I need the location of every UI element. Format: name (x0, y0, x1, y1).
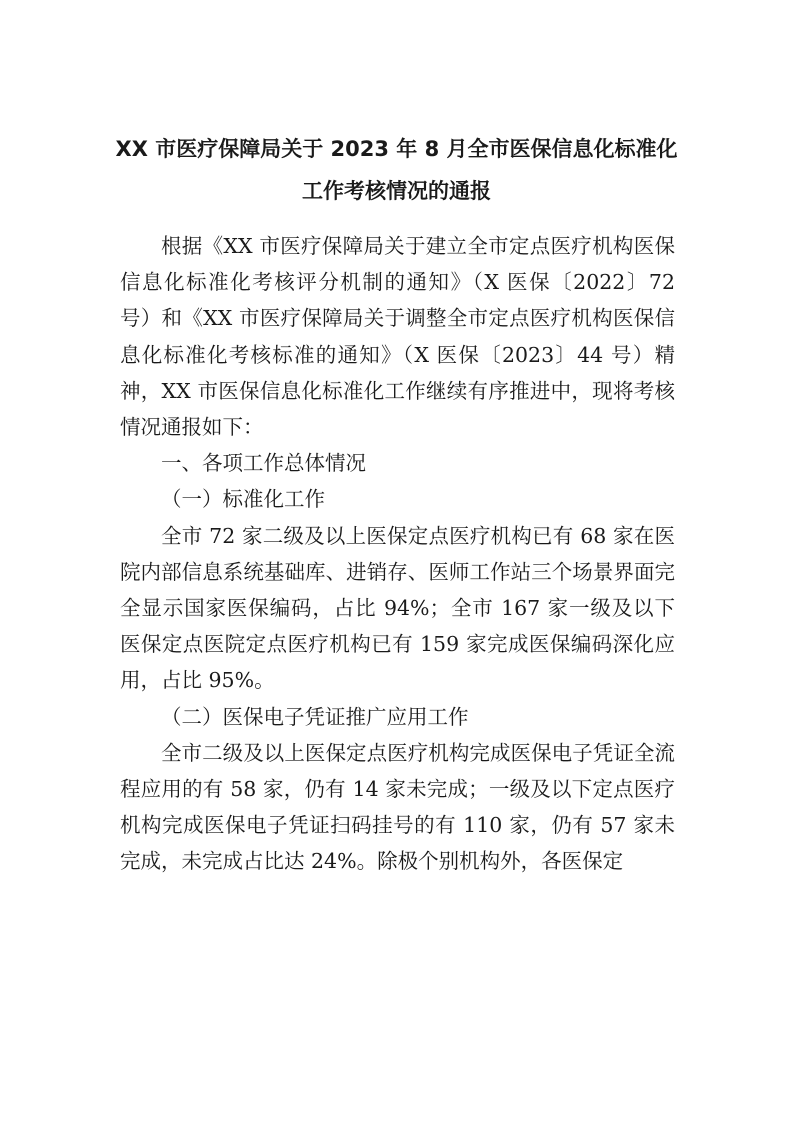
subsection-heading-1: （一）标准化工作 (161, 487, 325, 512)
standardization-paragraph: 全市 72 家二级及以上医保定点医疗机构已有 68 家在医院内部信息系统基础库、进销存、医师工作站三个场景界面完全显示国家医保编码，占比 94%；全市 167 家一级及以下医保定点医院定点医疗机构已有 159 家完成医保编码深化应用，占比 95%。 (120, 523, 675, 693)
document-body (120, 228, 675, 880)
document-title: XX 市医疗保障局关于 2023 年 8 月全市医保信息化标准化工作考核情况的通报 (115, 137, 678, 203)
subsection-heading-2: （二）医保电子凭证推广应用工作 (161, 704, 469, 729)
section-heading-1: 一、各项工作总体情况 (161, 451, 366, 476)
e-voucher-paragraph: 全市二级及以上医保定点医疗机构完成医保电子凭证全流程应用的有 58 家，仍有 14 家未完成；一级及以下定点医疗机构完成医保电子凭证扫码挂号的有 110 家，仍有 57 家未完成，未完成占比达 24%。除极个别机构外，各医保定 (120, 740, 675, 874)
intro-paragraph: 根据《XX 市医疗保障局关于建立全市定点医疗机构医保信息化标准化考核评分机制的通知》（X 医保〔2022〕72 号）和《XX 市医疗保障局关于调整全市定点医疗机构医保信息化标准化考核标准的通知》（X 医保〔2023〕44 号）精神，XX 市医保信息化标准化工作继续有序推进中，现将考核情况通报如下： (120, 234, 675, 440)
